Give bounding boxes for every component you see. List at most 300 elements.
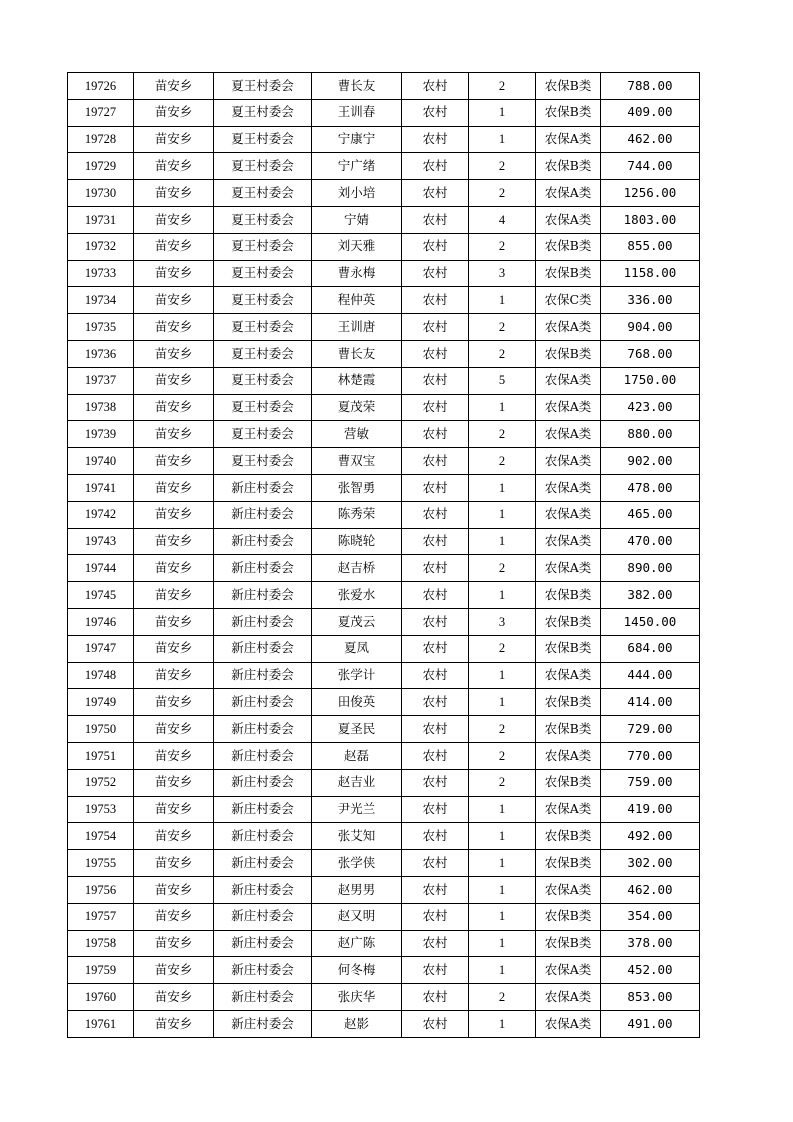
record-id-cell: 19729 <box>68 153 134 180</box>
table-row <box>68 742 700 769</box>
area-type-cell: 农村 <box>402 957 469 984</box>
record-id-cell: 19726 <box>68 73 134 100</box>
township-cell: 苗安乡 <box>134 635 214 662</box>
township-cell: 苗安乡 <box>134 582 214 609</box>
village-committee-cell: 新庄村委会 <box>214 769 312 796</box>
table-row <box>68 206 700 233</box>
person-name-cell: 陈秀荣 <box>312 501 402 528</box>
person-name-cell: 赵影 <box>312 1010 402 1037</box>
household-count-cell: 2 <box>469 555 536 582</box>
person-name-cell: 赵又明 <box>312 903 402 930</box>
table-row <box>68 635 700 662</box>
record-id-cell: 19739 <box>68 421 134 448</box>
table-row <box>68 126 700 153</box>
township-cell: 苗安乡 <box>134 608 214 635</box>
household-count-cell: 5 <box>469 367 536 394</box>
table-row <box>68 876 700 903</box>
household-count-cell: 1 <box>469 474 536 501</box>
amount-cell: 478.00 <box>601 474 700 501</box>
person-name-cell: 陈晓轮 <box>312 528 402 555</box>
village-committee-cell: 新庄村委会 <box>214 689 312 716</box>
household-count-cell: 1 <box>469 394 536 421</box>
village-committee-cell: 新庄村委会 <box>214 716 312 743</box>
household-count-cell: 1 <box>469 501 536 528</box>
person-name-cell: 张庆华 <box>312 984 402 1011</box>
record-id-cell: 19740 <box>68 448 134 475</box>
record-id-cell: 19746 <box>68 608 134 635</box>
table-row <box>68 448 700 475</box>
person-name-cell: 张智勇 <box>312 474 402 501</box>
amount-cell: 419.00 <box>601 796 700 823</box>
person-name-cell: 王训春 <box>312 99 402 126</box>
village-committee-cell: 新庄村委会 <box>214 903 312 930</box>
household-count-cell: 4 <box>469 206 536 233</box>
township-cell: 苗安乡 <box>134 367 214 394</box>
village-committee-cell: 新庄村委会 <box>214 474 312 501</box>
insurance-category-cell: 农保A类 <box>536 126 601 153</box>
person-name-cell: 曹长友 <box>312 340 402 367</box>
township-cell: 苗安乡 <box>134 287 214 314</box>
table-row <box>68 823 700 850</box>
area-type-cell: 农村 <box>402 474 469 501</box>
village-committee-cell: 新庄村委会 <box>214 635 312 662</box>
table-row <box>68 582 700 609</box>
person-name-cell: 宁广绪 <box>312 153 402 180</box>
household-count-cell: 2 <box>469 73 536 100</box>
village-committee-cell: 夏王村委会 <box>214 421 312 448</box>
amount-cell: 890.00 <box>601 555 700 582</box>
person-name-cell: 刘天雅 <box>312 233 402 260</box>
amount-cell: 1750.00 <box>601 367 700 394</box>
table-row <box>68 501 700 528</box>
record-id-cell: 19751 <box>68 742 134 769</box>
insurance-category-cell: 农保B类 <box>536 769 601 796</box>
household-count-cell: 1 <box>469 689 536 716</box>
township-cell: 苗安乡 <box>134 984 214 1011</box>
record-id-cell: 19736 <box>68 340 134 367</box>
amount-cell: 768.00 <box>601 340 700 367</box>
village-committee-cell: 夏王村委会 <box>214 206 312 233</box>
township-cell: 苗安乡 <box>134 662 214 689</box>
person-name-cell: 赵磊 <box>312 742 402 769</box>
household-count-cell: 1 <box>469 850 536 877</box>
household-count-cell: 3 <box>469 260 536 287</box>
record-id-cell: 19747 <box>68 635 134 662</box>
township-cell: 苗安乡 <box>134 448 214 475</box>
person-name-cell: 张学计 <box>312 662 402 689</box>
area-type-cell: 农村 <box>402 823 469 850</box>
insurance-category-cell: 农保B类 <box>536 73 601 100</box>
record-id-cell: 19730 <box>68 180 134 207</box>
record-id-cell: 19737 <box>68 367 134 394</box>
record-id-cell: 19743 <box>68 528 134 555</box>
village-committee-cell: 新庄村委会 <box>214 984 312 1011</box>
household-count-cell: 2 <box>469 314 536 341</box>
area-type-cell: 农村 <box>402 126 469 153</box>
area-type-cell: 农村 <box>402 99 469 126</box>
area-type-cell: 农村 <box>402 582 469 609</box>
record-id-cell: 19727 <box>68 99 134 126</box>
village-committee-cell: 新庄村委会 <box>214 528 312 555</box>
household-count-cell: 2 <box>469 233 536 260</box>
amount-cell: 880.00 <box>601 421 700 448</box>
insurance-category-cell: 农保C类 <box>536 287 601 314</box>
insurance-category-cell: 农保A类 <box>536 206 601 233</box>
table-row <box>68 474 700 501</box>
area-type-cell: 农村 <box>402 608 469 635</box>
area-type-cell: 农村 <box>402 555 469 582</box>
table-row <box>68 716 700 743</box>
table-row <box>68 769 700 796</box>
household-count-cell: 3 <box>469 608 536 635</box>
village-committee-cell: 夏王村委会 <box>214 260 312 287</box>
area-type-cell: 农村 <box>402 153 469 180</box>
person-name-cell: 赵广陈 <box>312 930 402 957</box>
village-committee-cell: 夏王村委会 <box>214 448 312 475</box>
record-id-cell: 19760 <box>68 984 134 1011</box>
record-id-cell: 19753 <box>68 796 134 823</box>
area-type-cell: 农村 <box>402 340 469 367</box>
person-name-cell: 张艾知 <box>312 823 402 850</box>
area-type-cell: 农村 <box>402 796 469 823</box>
amount-cell: 902.00 <box>601 448 700 475</box>
table-row <box>68 367 700 394</box>
household-count-cell: 1 <box>469 903 536 930</box>
insurance-category-cell: 农保B类 <box>536 153 601 180</box>
amount-cell: 465.00 <box>601 501 700 528</box>
table-row <box>68 153 700 180</box>
household-count-cell: 1 <box>469 126 536 153</box>
village-committee-cell: 夏王村委会 <box>214 180 312 207</box>
household-count-cell: 1 <box>469 957 536 984</box>
person-name-cell: 曹双宝 <box>312 448 402 475</box>
area-type-cell: 农村 <box>402 73 469 100</box>
record-id-cell: 19738 <box>68 394 134 421</box>
person-name-cell: 林楚霞 <box>312 367 402 394</box>
insurance-category-cell: 农保B类 <box>536 635 601 662</box>
village-committee-cell: 新庄村委会 <box>214 930 312 957</box>
person-name-cell: 赵男男 <box>312 876 402 903</box>
table-row <box>68 260 700 287</box>
insurance-category-cell: 农保A类 <box>536 957 601 984</box>
person-name-cell: 尹光兰 <box>312 796 402 823</box>
insurance-category-cell: 农保B类 <box>536 823 601 850</box>
township-cell: 苗安乡 <box>134 716 214 743</box>
person-name-cell: 田俊英 <box>312 689 402 716</box>
record-id-cell: 19741 <box>68 474 134 501</box>
amount-cell: 759.00 <box>601 769 700 796</box>
amount-cell: 491.00 <box>601 1010 700 1037</box>
township-cell: 苗安乡 <box>134 769 214 796</box>
amount-cell: 382.00 <box>601 582 700 609</box>
record-id-cell: 19754 <box>68 823 134 850</box>
table-row <box>68 930 700 957</box>
person-name-cell: 宁婧 <box>312 206 402 233</box>
amount-cell: 788.00 <box>601 73 700 100</box>
insurance-category-cell: 农保B类 <box>536 340 601 367</box>
area-type-cell: 农村 <box>402 206 469 233</box>
insurance-category-cell: 农保A类 <box>536 555 601 582</box>
amount-cell: 853.00 <box>601 984 700 1011</box>
village-committee-cell: 夏王村委会 <box>214 233 312 260</box>
record-id-cell: 19759 <box>68 957 134 984</box>
household-count-cell: 1 <box>469 662 536 689</box>
township-cell: 苗安乡 <box>134 689 214 716</box>
village-committee-cell: 新庄村委会 <box>214 582 312 609</box>
household-count-cell: 2 <box>469 769 536 796</box>
table-row <box>68 99 700 126</box>
person-name-cell: 营敏 <box>312 421 402 448</box>
amount-cell: 414.00 <box>601 689 700 716</box>
insurance-category-cell: 农保A类 <box>536 876 601 903</box>
area-type-cell: 农村 <box>402 260 469 287</box>
insurance-category-cell: 农保B类 <box>536 930 601 957</box>
village-committee-cell: 新庄村委会 <box>214 823 312 850</box>
township-cell: 苗安乡 <box>134 126 214 153</box>
amount-cell: 855.00 <box>601 233 700 260</box>
table-row <box>68 180 700 207</box>
village-committee-cell: 夏王村委会 <box>214 314 312 341</box>
record-id-cell: 19735 <box>68 314 134 341</box>
table-row <box>68 233 700 260</box>
household-count-cell: 1 <box>469 1010 536 1037</box>
township-cell: 苗安乡 <box>134 73 214 100</box>
village-committee-cell: 新庄村委会 <box>214 850 312 877</box>
record-id-cell: 19748 <box>68 662 134 689</box>
area-type-cell: 农村 <box>402 984 469 1011</box>
table-row <box>68 984 700 1011</box>
record-id-cell: 19744 <box>68 555 134 582</box>
insurance-category-cell: 农保B类 <box>536 689 601 716</box>
record-id-cell: 19728 <box>68 126 134 153</box>
amount-cell: 770.00 <box>601 742 700 769</box>
table-row <box>68 421 700 448</box>
amount-cell: 470.00 <box>601 528 700 555</box>
amount-cell: 684.00 <box>601 635 700 662</box>
township-cell: 苗安乡 <box>134 314 214 341</box>
township-cell: 苗安乡 <box>134 99 214 126</box>
record-id-cell: 19749 <box>68 689 134 716</box>
insurance-category-cell: 农保A类 <box>536 501 601 528</box>
area-type-cell: 农村 <box>402 662 469 689</box>
person-name-cell: 刘小培 <box>312 180 402 207</box>
record-id-cell: 19733 <box>68 260 134 287</box>
village-committee-cell: 新庄村委会 <box>214 555 312 582</box>
insurance-category-cell: 农保A类 <box>536 180 601 207</box>
village-committee-cell: 新庄村委会 <box>214 608 312 635</box>
insurance-category-cell: 农保A类 <box>536 394 601 421</box>
table-row <box>68 850 700 877</box>
record-id-cell: 19742 <box>68 501 134 528</box>
records-table-body <box>68 73 700 1038</box>
amount-cell: 302.00 <box>601 850 700 877</box>
area-type-cell: 农村 <box>402 287 469 314</box>
household-count-cell: 2 <box>469 180 536 207</box>
record-id-cell: 19732 <box>68 233 134 260</box>
area-type-cell: 农村 <box>402 742 469 769</box>
insurance-category-cell: 农保A类 <box>536 528 601 555</box>
insurance-category-cell: 农保B类 <box>536 716 601 743</box>
area-type-cell: 农村 <box>402 528 469 555</box>
insurance-category-cell: 农保A类 <box>536 367 601 394</box>
person-name-cell: 夏凤 <box>312 635 402 662</box>
village-committee-cell: 夏王村委会 <box>214 73 312 100</box>
village-committee-cell: 夏王村委会 <box>214 99 312 126</box>
village-committee-cell: 夏王村委会 <box>214 367 312 394</box>
amount-cell: 1158.00 <box>601 260 700 287</box>
person-name-cell: 张学侠 <box>312 850 402 877</box>
table-row <box>68 796 700 823</box>
amount-cell: 492.00 <box>601 823 700 850</box>
person-name-cell: 夏茂荣 <box>312 394 402 421</box>
township-cell: 苗安乡 <box>134 796 214 823</box>
area-type-cell: 农村 <box>402 421 469 448</box>
area-type-cell: 农村 <box>402 876 469 903</box>
household-count-cell: 2 <box>469 742 536 769</box>
person-name-cell: 曹永梅 <box>312 260 402 287</box>
area-type-cell: 农村 <box>402 314 469 341</box>
village-committee-cell: 夏王村委会 <box>214 287 312 314</box>
table-row <box>68 689 700 716</box>
household-count-cell: 1 <box>469 528 536 555</box>
township-cell: 苗安乡 <box>134 903 214 930</box>
township-cell: 苗安乡 <box>134 180 214 207</box>
area-type-cell: 农村 <box>402 635 469 662</box>
person-name-cell: 张爱水 <box>312 582 402 609</box>
record-id-cell: 19755 <box>68 850 134 877</box>
table-row <box>68 340 700 367</box>
township-cell: 苗安乡 <box>134 474 214 501</box>
amount-cell: 354.00 <box>601 903 700 930</box>
amount-cell: 904.00 <box>601 314 700 341</box>
area-type-cell: 农村 <box>402 850 469 877</box>
table-row <box>68 957 700 984</box>
household-count-cell: 2 <box>469 984 536 1011</box>
township-cell: 苗安乡 <box>134 501 214 528</box>
amount-cell: 409.00 <box>601 99 700 126</box>
village-committee-cell: 夏王村委会 <box>214 394 312 421</box>
table-row <box>68 555 700 582</box>
amount-cell: 444.00 <box>601 662 700 689</box>
record-id-cell: 19752 <box>68 769 134 796</box>
household-count-cell: 1 <box>469 582 536 609</box>
amount-cell: 336.00 <box>601 287 700 314</box>
village-committee-cell: 新庄村委会 <box>214 662 312 689</box>
area-type-cell: 农村 <box>402 233 469 260</box>
village-committee-cell: 夏王村委会 <box>214 153 312 180</box>
area-type-cell: 农村 <box>402 1010 469 1037</box>
household-count-cell: 2 <box>469 448 536 475</box>
area-type-cell: 农村 <box>402 448 469 475</box>
table-row <box>68 1010 700 1037</box>
township-cell: 苗安乡 <box>134 260 214 287</box>
township-cell: 苗安乡 <box>134 233 214 260</box>
table-row <box>68 73 700 100</box>
record-id-cell: 19756 <box>68 876 134 903</box>
amount-cell: 744.00 <box>601 153 700 180</box>
amount-cell: 462.00 <box>601 876 700 903</box>
household-count-cell: 1 <box>469 930 536 957</box>
household-count-cell: 2 <box>469 635 536 662</box>
area-type-cell: 农村 <box>402 903 469 930</box>
household-count-cell: 2 <box>469 716 536 743</box>
table-row <box>68 287 700 314</box>
household-count-cell: 1 <box>469 823 536 850</box>
township-cell: 苗安乡 <box>134 823 214 850</box>
township-cell: 苗安乡 <box>134 153 214 180</box>
table-row <box>68 903 700 930</box>
area-type-cell: 农村 <box>402 716 469 743</box>
household-count-cell: 1 <box>469 796 536 823</box>
village-committee-cell: 夏王村委会 <box>214 340 312 367</box>
table-row <box>68 394 700 421</box>
person-name-cell: 夏圣民 <box>312 716 402 743</box>
record-id-cell: 19745 <box>68 582 134 609</box>
village-committee-cell: 新庄村委会 <box>214 957 312 984</box>
insurance-category-cell: 农保B类 <box>536 260 601 287</box>
person-name-cell: 赵吉业 <box>312 769 402 796</box>
insurance-category-cell: 农保A类 <box>536 1010 601 1037</box>
insurance-category-cell: 农保A类 <box>536 662 601 689</box>
area-type-cell: 农村 <box>402 689 469 716</box>
township-cell: 苗安乡 <box>134 876 214 903</box>
area-type-cell: 农村 <box>402 501 469 528</box>
insurance-category-cell: 农保B类 <box>536 99 601 126</box>
area-type-cell: 农村 <box>402 769 469 796</box>
record-id-cell: 19731 <box>68 206 134 233</box>
village-committee-cell: 夏王村委会 <box>214 126 312 153</box>
insurance-category-cell: 农保A类 <box>536 474 601 501</box>
insurance-category-cell: 农保B类 <box>536 903 601 930</box>
household-count-cell: 1 <box>469 287 536 314</box>
person-name-cell: 程仲英 <box>312 287 402 314</box>
township-cell: 苗安乡 <box>134 957 214 984</box>
amount-cell: 1256.00 <box>601 180 700 207</box>
amount-cell: 423.00 <box>601 394 700 421</box>
amount-cell: 1450.00 <box>601 608 700 635</box>
area-type-cell: 农村 <box>402 367 469 394</box>
amount-cell: 1803.00 <box>601 206 700 233</box>
area-type-cell: 农村 <box>402 394 469 421</box>
township-cell: 苗安乡 <box>134 742 214 769</box>
amount-cell: 729.00 <box>601 716 700 743</box>
person-name-cell: 曹长友 <box>312 73 402 100</box>
township-cell: 苗安乡 <box>134 340 214 367</box>
area-type-cell: 农村 <box>402 930 469 957</box>
person-name-cell: 何冬梅 <box>312 957 402 984</box>
record-id-cell: 19757 <box>68 903 134 930</box>
household-count-cell: 2 <box>469 421 536 448</box>
township-cell: 苗安乡 <box>134 555 214 582</box>
household-count-cell: 1 <box>469 99 536 126</box>
table-row <box>68 528 700 555</box>
record-id-cell: 19758 <box>68 930 134 957</box>
amount-cell: 378.00 <box>601 930 700 957</box>
person-name-cell: 夏茂云 <box>312 608 402 635</box>
table-row <box>68 608 700 635</box>
township-cell: 苗安乡 <box>134 394 214 421</box>
township-cell: 苗安乡 <box>134 421 214 448</box>
insurance-category-cell: 农保A类 <box>536 742 601 769</box>
township-cell: 苗安乡 <box>134 850 214 877</box>
village-committee-cell: 新庄村委会 <box>214 742 312 769</box>
record-id-cell: 19734 <box>68 287 134 314</box>
amount-cell: 452.00 <box>601 957 700 984</box>
village-committee-cell: 新庄村委会 <box>214 796 312 823</box>
insurance-category-cell: 农保B类 <box>536 850 601 877</box>
household-count-cell: 2 <box>469 153 536 180</box>
household-count-cell: 2 <box>469 340 536 367</box>
